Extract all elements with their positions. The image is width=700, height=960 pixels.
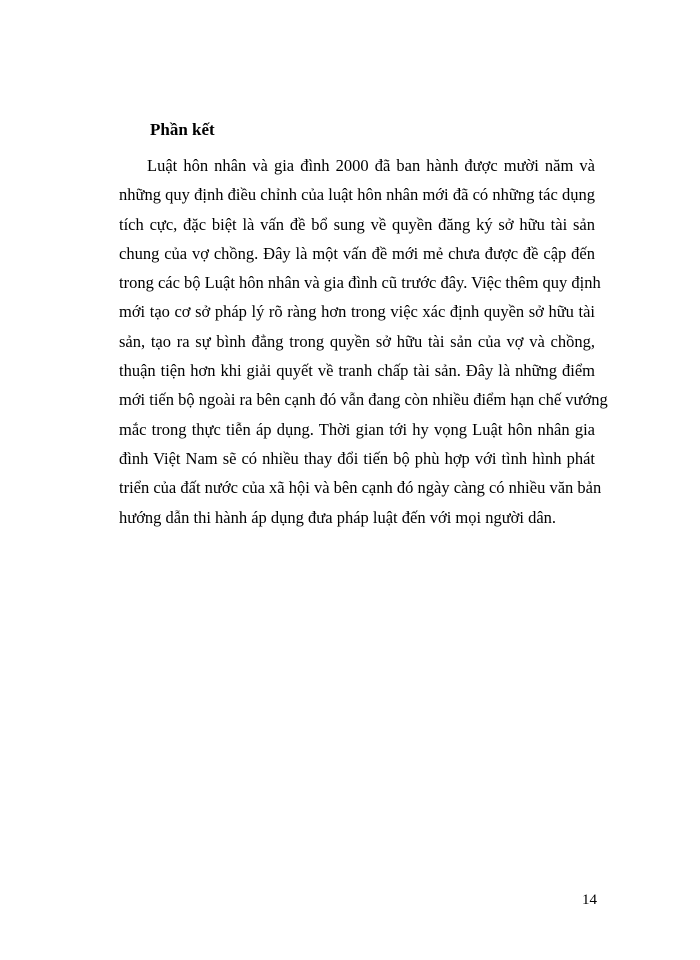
paragraph-line: mắc trong thực tiễn áp dụng. Thời gian tới hy vọng Luật hôn nhân gia [119, 419, 595, 439]
paragraph-line: đình Việt Nam sẽ có nhiều thay đổi tiến bộ phù hợp với tình hình phát [119, 448, 595, 468]
paragraph-line: chung của vợ chồng. Đây là một vấn đề mới mẻ chưa được đề cập đến [119, 243, 595, 263]
section-paragraph [119, 151, 608, 532]
paragraph-line: Luật hôn nhân và gia đình 2000 đã ban hành được mười năm và [147, 156, 595, 175]
paragraph-line: thuận tiện hơn khi giải quyết về tranh chấp tài sản. Đây là những điểm [119, 361, 595, 381]
paragraph-line: mới tạo cơ sở pháp lý rõ ràng hơn trong việc xác định quyền sở hữu tài [119, 302, 595, 322]
paragraph-line: trong các bộ Luật hôn nhân và gia đình cũ trước đây. Việc thêm quy định [119, 273, 601, 293]
section-heading: Phần kết [150, 120, 215, 139]
page-number: 14 [582, 892, 597, 908]
paragraph-line: sản, tạo ra sự bình đẳng trong quyền sở hữu tài sản của vợ và chồng, [119, 331, 595, 351]
paragraph-line-last: hướng dẫn thi hành áp dụng đưa pháp luật đến với mọi người dân. [119, 507, 557, 527]
paragraph-line: triển của đất nước của xã hội và bên cạnh đó ngày càng có nhiều văn bản [119, 478, 602, 498]
paragraph-line: mới tiến bộ ngoài ra bên cạnh đó vẫn đang còn nhiều điểm hạn chế vướng [119, 390, 608, 410]
paragraph-line: tích cực, đặc biệt là vấn đề bổ sung về quyền đăng ký sở hữu tài sản [119, 214, 595, 234]
paragraph-line: những quy định điều chỉnh của luật hôn nhân mới đã có những tác dụng [119, 185, 595, 205]
